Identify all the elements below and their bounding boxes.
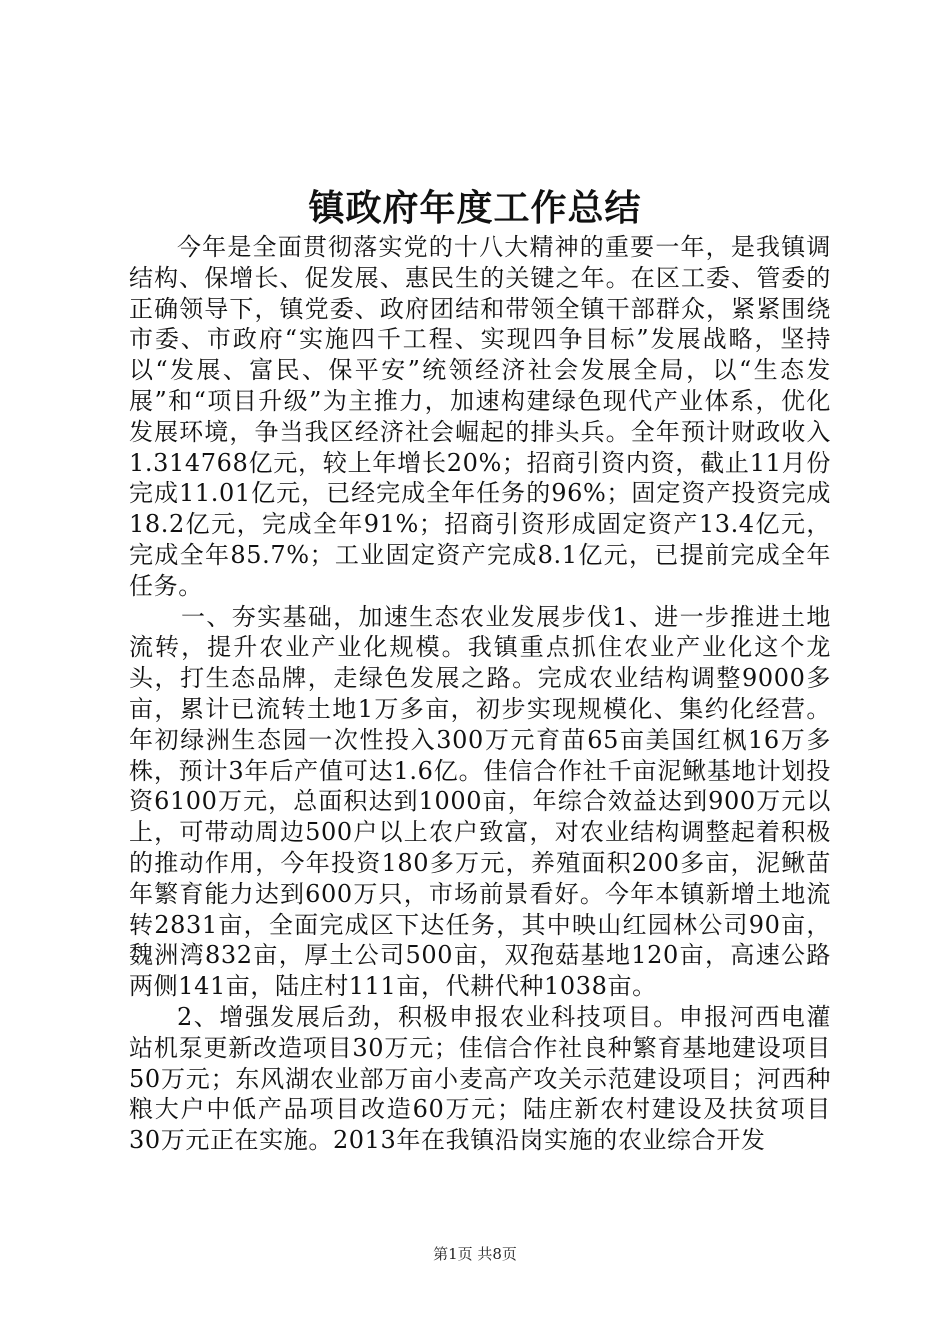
paragraph-section-two: 2、增强发展后劲，积极申报农业科技项目。申报河西电灌站机泵更新改造项目30万元；佳信合作社良种繁育基地建设项目50万元；东风湖农业部万亩小麦高产攻关示范建设项目；河西种粮大户中低产品项目改造60万元；陆庄新农村建设及扶贫项目30万元正在实施。2013年在我镇沿岗实施的农业综合开发 (129, 1002, 831, 1155)
paragraph-intro: 今年是全面贯彻落实党的十八大精神的重要一年，是我镇调结构、保增长、促发展、惠民生的关键之年。在区工委、管委的正确领导下，镇党委、政府团结和带领全镇干部群众，紧紧围绕市委、市政府“实施四千工程、实现四争目标”发展战略，坚持以“发展、富民、保平安”统领经济社会发展全局，以“生态发展”和“项目升级”为主推力，加速构建绿色现代产业体系，优化发展环境，争当我区经济社会崛起的排头兵。全年预计财政收入1.314768亿元，较上年增长20%；招商引资内资，截止11月份完成11.01亿元，已经完成全年任务的96%；固定资产投资完成18.2亿元，完成全年91%；招商引资形成固定资产13.4亿元，完成全年85.7%；工业固定资产完成8.1亿元，已提前完成全年任务。 (129, 233, 831, 600)
paragraph-section-one: 一、夯实基础，加速生态农业发展步伐1、进一步推进土地流转，提升农业产业化规模。我镇重点抓住农业产业化这个龙头，打生态品牌，走绿色发展之路。完成农业结构调整9000多亩，累计已流转土地1万多亩，初步实现规模化、集约化经营。年初绿洲生态园一次性投入300万元育苗65亩美国红枫16万多株，预计3年后产值可达1.6亿。佳信合作社千亩泥鳅基地计划投资6100万元，总面积达到1000亩，年综合效益达到900万元以上，可带动周边500户以上农户致富，对农业结构调整起着积极的推动作用，今年投资180多万元，养殖面积200多亩，泥鳅苗年繁育能力达到600万只，市场前景看好。今年本镇新增土地流转2831亩，全面完成区下达任务，其中映山红园林公司90亩，魏洲湾832亩，厚土公司500亩，双孢菇基地120亩，高速公路两侧141亩，陆庄村111亩，代耕代种1038亩。 (129, 602, 831, 1001)
document-title: 镇政府年度工作总结 (308, 187, 642, 229)
page-footer: 第1页 共8页 (433, 1245, 517, 1263)
document-body (129, 232, 831, 1156)
